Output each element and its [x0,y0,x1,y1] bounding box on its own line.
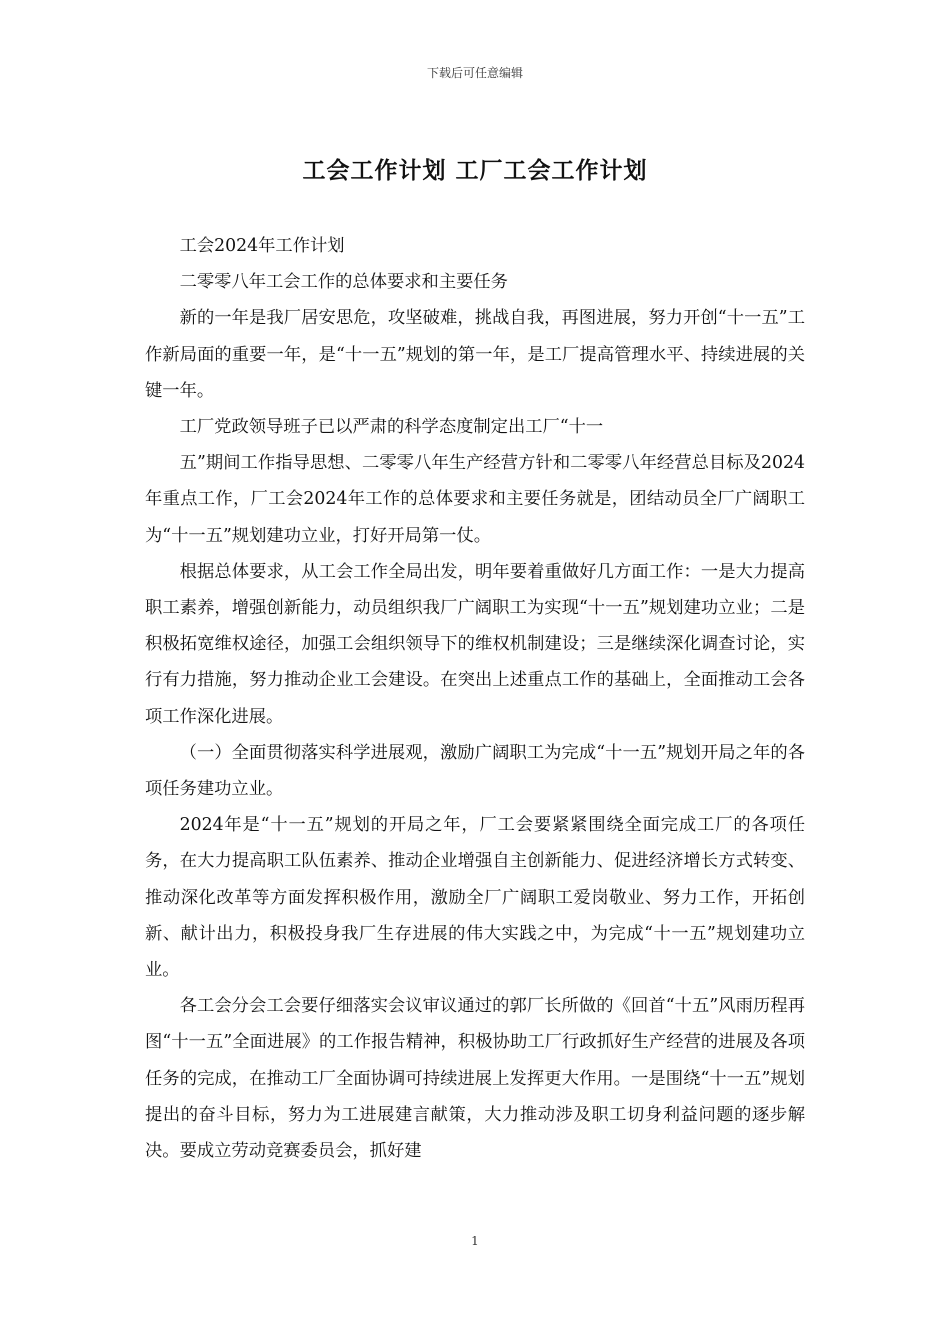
paragraph-heading: 二零零八年工会工作的总体要求和主要任务 [179,272,508,293]
paragraph: 2024年是“十一五”规划的开局之年，厂工会要紧紧围绕全面完成工厂的各项任务，在大力提高职工队伍素养、推动企业增强自主创新能力、促进经济增长方式转变、推动深化改革等方面发挥积极作用，激励全厂广阔职工爱岗敬业、努力工作，开拓创新、献计出力，积极投身我厂生存进展的伟大实践之中，为完成“十一五”规划建功立业。 [145,815,805,981]
document-body [145,228,805,1169]
paragraph: 工厂党政领导班子已以严肃的科学态度制定出工厂“十一 [179,417,604,438]
page-number: 1 [471,1234,479,1248]
paragraph: 新的一年是我厂居安思危，攻坚破难，挑战自我，再图进展，努力开创“十一五”工作新局面的重要一年，是“十一五”规划的第一年，是工厂提高管理水平、持续进展的关键一年。 [145,308,805,401]
paragraph: 各工会分会工会要仔细落实会议审议通过的郭厂长所做的《回首“十五”风雨历程再图“十一五”全面进展》的工作报告精神，积极协助工厂行政抓好生产经营的进展及各项任务的完成，在推动工厂全面协调可持续进展上发挥更大作用。一是围绕“十一五”规划提出的奋斗目标，努力为工进展建言献策，大力推动涉及职工切身利益问题的逐步解决。要成立劳动竞赛委员会，抓好建 [145,996,805,1162]
document-title: 工会工作计划 工厂工会工作计划 [302,158,648,184]
paragraph: 五”期间工作指导思想、二零零八年生产经营方针和二零零八年经营总目标及2024年重点工作，厂工会2024年工作的总体要求和主要任务就是，团结动员全厂广阔职工为“十一五”规划建功立业，打好开局第一仗。 [145,453,805,546]
paragraph-subtitle: 工会2024年工作计划 [179,236,345,256]
paragraph-section-heading: （一）全面贯彻落实科学进展观，激励广阔职工为完成“十一五”规划开局之年的各项任务建功立业。 [145,742,805,800]
paragraph: 根据总体要求，从工会工作全局出发，明年要着重做好几方面工作：一是大力提高职工素养，增强创新能力，动员组织我厂广阔职工为实现“十一五”规划建功立业；二是积极拓宽维权途径，加强工会组织领导下的维权机制建设；三是继续深化调查讨论，实行有力措施，努力推动企业工会建设。在突出上述重点工作的基础上，全面推动工会各项工作深化进展。 [145,561,805,727]
header-note: 下载后可任意编辑 [426,66,523,80]
